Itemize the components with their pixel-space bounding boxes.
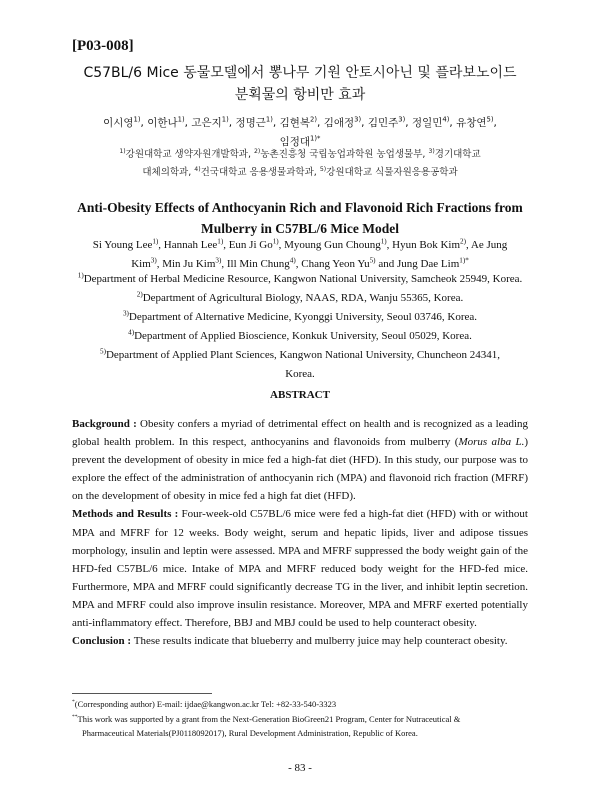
english-authors-line: Kim$^{3)}$, Min Ju Kim$^{3)}$, Ill Min Chung$^{4)}$, Chang Yeon Yu$^{5)}$ and Jung Dae Lim$^{1)*}$ [131,256,469,270]
english-author: Kim$^{3)}$ [131,256,157,270]
korean-author: 김애정$^{3)}$ [323,115,362,129]
english-corresponding-author: and Jung Dae Lim$^{1)*}$ [378,256,469,270]
english-author: Min Ju Kim$^{3)}$ [162,256,222,270]
footnote-rule [72,693,212,694]
korean-author: 고은지$^{1)}$ [191,115,229,129]
korean-affiliations-line: 대체의학과, $^{4)}$건국대학교 응용생물과학과, $^{5)}$강원대학교 식물자원응용공학과 [142,165,458,178]
conclusion-label: Conclusion : [72,635,134,648]
korean-corresponding-author: 임정대$^{1)*}$ [279,134,321,148]
korean-author: 김민주$^{3)}$ [367,115,406,129]
korean-title-line: 분획물의 항비만 효과 [234,87,366,103]
background-label: Background : [72,418,141,430]
korean-title [60,62,540,106]
abstract-body [72,415,528,650]
english-title-line: Anti-Obesity Effects of Anthocyanin Rich and Flavonoid Rich Fractions from [77,200,523,215]
english-author: Myoung Gun Choung$^{1)}$ [284,237,387,251]
conclusion-paragraph: Conclusion : These results indicate that blueberry and mulberry juice may help counteract obesity. [72,635,508,648]
english-author: Eun Ji Go$^{1)}$ [228,237,279,251]
english-authors-line: Si Young Lee$^{1)}$, Hannah Lee$^{1)}$, Eun Ji Go$^{1)}$, Myoung Gun Choung$^{1)}$, Hyun Bok Kim$^{2)}$, Ae Jung [92,237,508,251]
footnotes [72,697,528,741]
korean-author: 김현복$^{2)}$ [279,115,318,129]
english-author: Chang Yeon Yu$^{5)}$ [301,256,376,270]
english-affiliation: Korea. [285,368,315,380]
methods-label: Methods and Results : [72,508,182,521]
footnote-funding-continued: Pharmaceutical Materials(PJ0118092017), Rural Development Administration, Republic of Korea. [82,728,418,738]
background-paragraph: Background : Obesity confers a myriad of detrimental effect on health and is recognized as a leading global health problem. In this respect, anthocyanins and flavonoids from mulberry (Morus alba L.) prevent the development of obesity in mice fed a high-fat diet (HFD). In this study, our purpose was to explore the effect of the administration of anthocyanin rich (MPA) and flavonoid rich fraction (MFRF) on the development of obesity in mice fed a high fat diet (HFD). [72,418,529,503]
korean-affiliations [72,146,528,182]
footnote-funding: **This work was supported by a grant from the Next-Generation BioGreen21 Program, Center for Nutraceutical & [72,713,461,724]
korean-author: 이한나$^{1)}$ [147,115,185,129]
korean-author: 이시영$^{1)}$ [103,115,141,129]
species-name: Morus alba L. [458,436,525,449]
korean-affiliations-line: $^{1)}$강원대학교 생약자원개발학과, $^{2)}$농촌진흥청 국립농업과학원 농업생물부, $^{3)}$경기대학교 [119,147,481,160]
english-author: Hannah Lee$^{1)}$ [163,237,224,251]
english-title [72,197,528,239]
english-author: Ae Jung [470,239,508,251]
english-affiliation: $^{5)}$Department of Applied Plant Sciences, Kangwon National University, Chuncheon 24341, [100,347,500,361]
english-author: Si Young Lee$^{1)}$ [92,237,159,251]
english-authors [72,236,528,274]
english-affiliation: $^{1)}$Department of Herbal Medicine Resource, Kangwon National University, Samcheok 25949, Korea. [77,271,523,285]
page-number: - 83 - [288,762,312,774]
korean-author: 정명근$^{1)}$ [235,115,273,129]
abstract-heading: ABSTRACT [270,389,330,401]
english-affiliation: $^{4)}$Department of Applied Bioscience, Konkuk University, Seoul 05029, Korea. [128,328,472,342]
korean-authors-line: 이시영$^{1)}$, 이한나$^{1)}$, 고은지$^{1)}$, 정명근$^{1)}$, 김현복$^{2)}$, 김애정$^{3)}$, 김민주$^{3)}$, 정일민$^{4)}$, 유창연$^{5)}$, [103,115,497,129]
english-affiliation: $^{3)}$Department of Alternative Medicine, Kyonggi University, Seoul 03746, Korea. [122,309,478,323]
english-affiliations [72,270,528,384]
korean-title-line: C57BL/6 Mice 동물모델에서 뽕나무 기원 안토시아닌 및 플라보노이드 [83,65,517,81]
korean-author: 정일민$^{4)}$ [411,115,450,129]
english-affiliation: $^{2)}$Department of Agricultural Biology, NAAS, RDA, Wanju 55365, Korea. [136,290,464,304]
methods-paragraph: Methods and Results : Four-week-old C57BL/6 mice were fed a high-fat diet (HFD) with or without MPA and MFRF for 12 weeks. Body weight, serum and hepatic lipids, liver and adipose tissues morphology, insulin and leptin were assessed. MPA and MFRF suppressed the body weight gain of the HFD-fed C57BL/6 mice. Intake of MPA and MFRF reduced body weight for the HFD-fed mice. Furthermore, MPA and MFRF could significantly decrease TG in the liver, and inhibit leptin secretion. MPA and MFRF could also improve insulin resistance. Moreover, MPA and MFRF exerted potentially anti-inflammatory effect. Therefore, BBJ and MBJ could be used to help counteract obesity. [72,508,528,630]
korean-author: 유창연$^{5)}$ [456,115,494,129]
english-title-line: Mulberry in C57BL/6 Mice Model [201,221,399,236]
abstract-code: [P03-008] [72,38,134,54]
english-author: Hyun Bok Kim$^{2)}$ [392,237,466,251]
footnote-corresponding: *(Corresponding author) E-mail: ijdae@kangwon.ac.kr Tel: +82-33-540-3323 [72,699,337,709]
english-author: Ill Min Chung$^{4)}$ [226,256,296,270]
